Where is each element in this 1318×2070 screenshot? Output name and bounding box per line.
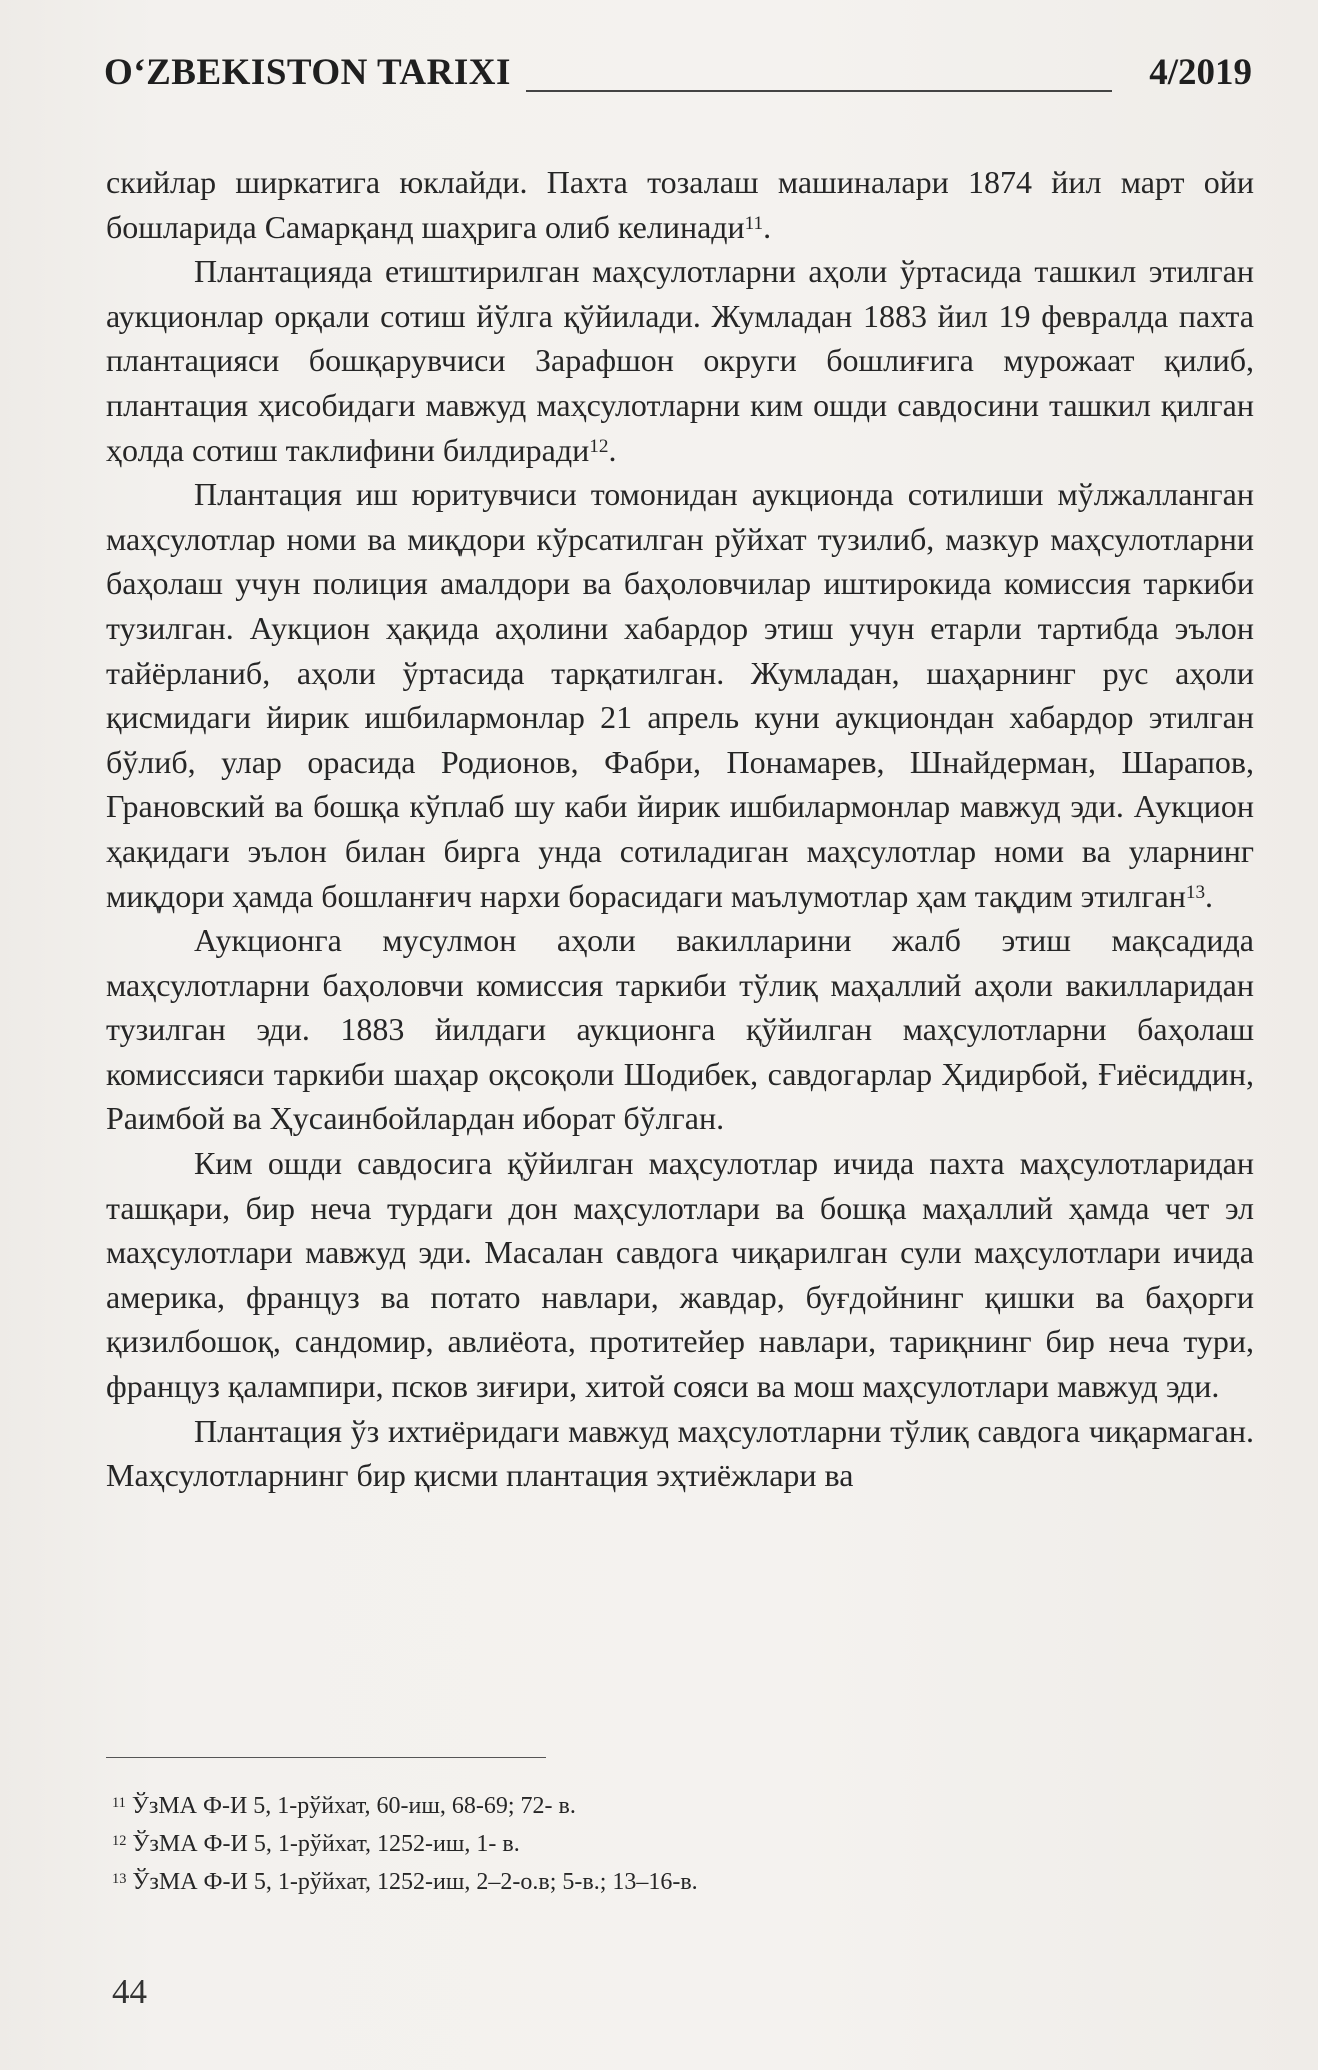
footnote: $^{13}$ ЎзМА Ф-И 5, 1-рўйхат, 1252-иш, 2–2-о.в; 5-в.; 13–16-в. — [112, 1869, 698, 1895]
footnote: $^{11}$ ЎзМА Ф-И 5, 1-рўйхат, 60-иш, 68-69; 72- в. — [112, 1793, 576, 1819]
footnote-ref: 11 — [744, 212, 764, 234]
footnote-ref: 12 — [589, 435, 609, 457]
page-number: 44 — [112, 1972, 147, 2011]
footnote: $^{12}$ ЎзМА Ф-И 5, 1-рўйхат, 1252-иш, 1- в. — [112, 1831, 520, 1857]
paragraph: Аукционга мусулмон аҳоли вакилларини жалб этиш мақсадида маҳсулотларни баҳоловчи комиссия таркиби тўлиқ маҳаллий аҳоли вакилларидан тузилган эди. 1883 йилдаги аукционга қўйилган маҳсулотларни баҳолаш комиссияси таркиби шаҳар оқсоқоли Шодибек, савдогарлар Ҳидирбой, Ғиёсиддин, Раимбой ва Ҳусаинбойлардан иборат бўлган. — [106, 922, 1254, 1137]
paragraph: Плантация иш юритувчиси томонидан аукционда сотилиши мўлжалланган маҳсулотлар номи ва миқдори кўрсатилган рўйхат тузилиб, мазкур маҳсулотларни баҳолаш учун полиция амалдори ва баҳоловчилар иштирокида комиссия таркиби тузилган. Аукцион ҳақида аҳолини хабардор этиш учун етарли тартибда эълон тайёрланиб, аҳоли ўртасида тарқатилган. Жумладан, шаҳарнинг рус аҳоли қисмидаги йирик ишбилармонлар 21 апрель куни аукциондан хабардор этилган бўлиб, улар орасида Родионов, Фабри, Понамарев, Шнайдерман, Шарапов, Грановский ва бошқа кўплаб шу каби йирик ишбилармонлар мавжуд эди. Аукцион ҳақидаги эълон билан бирга унда сотиладиган маҳсулотлар номи ва уларнинг миқдори ҳамда бошланғич нархи борасидаги маълумотлар ҳам тақдим этилган$^{13}$. — [106, 476, 1254, 914]
journal-title: O‘ZBEKISTON TARIXI — [104, 52, 511, 93]
running-header — [104, 52, 1252, 100]
footnotes — [106, 1787, 1254, 1901]
header-rule — [526, 90, 1112, 92]
paragraph: Ким ошди савдосига қўйилган маҳсулотлар ичида пахта маҳсулотларидан ташқари, бир неча турдаги дон маҳсулотлари ва бошқа маҳаллий ҳамда чет эл маҳсулотлари мавжуд эди. Масалан савдога чиқарилган сули маҳсулотлари ичида америка, француз ва потато навлари, жавдар, буғдойнинг қишки ва баҳорги қизилбошоқ, сандомир, авлиёота, протитейер навлари, тариқнинг бир неча тури, француз қалампири, псков зиғири, хитой сояси ва мош маҳсулотлари мавжуд эди. — [106, 1145, 1254, 1405]
paragraph: скийлар ширкатига юклайди. Пахта тозалаш машиналари 1874 йил март ойи бошларида Самарқанд шаҳрига олиб келинади$^{11}$. — [106, 164, 1254, 245]
footnote-ref: 13 — [1185, 881, 1206, 903]
paragraph: Плантацияда етиштирилган маҳсулотларни аҳоли ўртасида ташкил этилган аукционлар орқали сотиш йўлга қўйилади. Жумладан 1883 йил 19 февралда пахта плантацияси бошқарувчиси Зарафшон округи бошлиғига мурожаат қилиб, плантация ҳисобидаги мавжуд маҳсулотларни ким ошди савдосини ташкил қилган ҳолда сотиш таклифини билдиради$^{12}$. — [106, 253, 1254, 468]
paragraph: Плантация ўз ихтиёридаги мавжуд маҳсулотларни тўлиқ савдога чиқармаган. Маҳсулотларнинг бир қисми плантация эҳтиёжлари ва — [106, 1412, 1254, 1494]
issue-number: 4/2019 — [1149, 52, 1252, 93]
footnote-separator — [106, 1757, 546, 1758]
body-text — [106, 160, 1254, 1498]
